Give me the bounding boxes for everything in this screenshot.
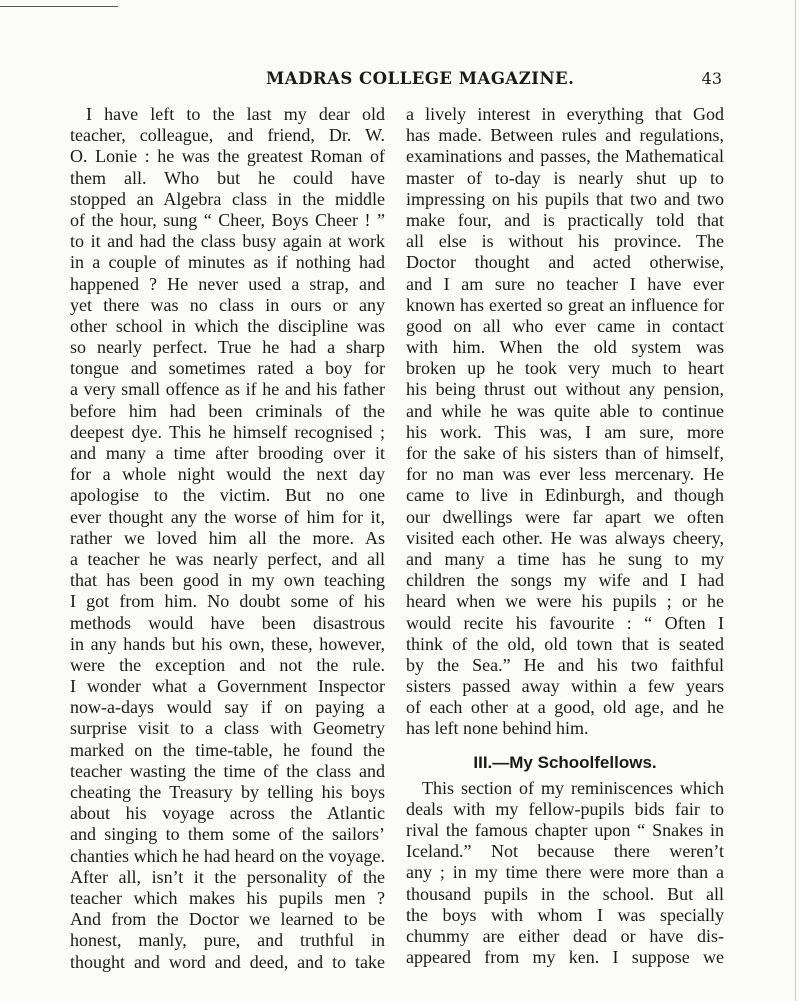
text-line: rival the famous chapter upon “ Snakes in xyxy=(406,820,724,840)
text-line: deepest dye. This he himself recognised ; xyxy=(70,421,385,442)
text-line: about his voyage across the Atlantic xyxy=(70,803,385,824)
text-line: O. Lonie : he was the greatest Roman of xyxy=(70,146,385,167)
text-line: cheating the Treasury by telling his boys xyxy=(70,782,385,802)
text-line: Iceland.” Not because there weren’t xyxy=(406,841,724,862)
page-edge-rule xyxy=(795,0,796,1001)
text-line: honest, manly, pure, and truthful in xyxy=(70,930,385,951)
text-line: appeared from my ken. I suppose we xyxy=(406,947,724,968)
text-line: came to live in Edinburgh, and though xyxy=(406,485,724,506)
text-line: rather we loved him all the more. As xyxy=(70,527,385,548)
text-line: chummy are either dead or have dis- xyxy=(406,925,724,946)
text-line: sisters passed away within a few years xyxy=(406,676,724,697)
text-line: And from the Doctor we learned to be xyxy=(70,909,385,930)
text-line: I got from him. No doubt some of his xyxy=(70,591,385,612)
text-line: This section of my reminiscences which xyxy=(422,777,724,798)
text-line: has left none behind him. xyxy=(406,718,589,739)
text-line: for a whole night would the next day xyxy=(70,464,385,485)
text-line: any ; in my time there were more than a xyxy=(406,862,724,883)
text-line: After all, isn’t it the personality of the xyxy=(70,866,385,887)
text-line: tongue and sometimes rated a boy for xyxy=(70,358,385,379)
text-line: that has been good in my own teaching xyxy=(70,570,385,591)
text-line: all else is without his province. The xyxy=(406,231,724,252)
text-line: teacher, colleague, and friend, Dr. W. xyxy=(70,125,385,146)
text-line: and while he was quite able to continue xyxy=(406,400,724,421)
text-line: I have left to the last my dear old xyxy=(86,104,385,124)
left-column xyxy=(70,104,385,973)
section-heading: III.—My Schoolfellows. xyxy=(473,752,657,772)
text-line: in any hands but his own, these, however, xyxy=(70,633,385,654)
text-line: his work. This was, I am sure, more xyxy=(406,421,724,442)
text-line: broken up he took very much to heart xyxy=(406,358,724,379)
text-line: a very small offence as if he and his father xyxy=(70,379,385,400)
top-edge-rule xyxy=(0,6,118,7)
right-column xyxy=(406,104,724,968)
text-line: teacher wasting the time of the class and xyxy=(70,760,385,781)
text-line: our dwellings were far apart we often xyxy=(406,506,724,527)
text-line: happened ? He never used a strap, and xyxy=(70,273,385,294)
text-line: and many a time after brooding over it xyxy=(70,443,385,463)
text-line: ever thought any the worse of him for it, xyxy=(70,506,385,527)
text-line: of each other at a good, old age, and he xyxy=(406,697,724,718)
text-line: a teacher he was nearly perfect, and all xyxy=(70,548,385,569)
text-line: marked on the time-table, he found the xyxy=(70,739,385,760)
text-line: I wonder what a Government Inspector xyxy=(70,676,385,697)
running-header xyxy=(0,69,800,93)
text-line: thought and word and deed, and to take xyxy=(70,951,385,972)
text-line: good on all who ever came in contact xyxy=(406,315,724,336)
text-line: the boys with whom I was specially xyxy=(406,904,724,925)
text-line: make four, and is practically told that xyxy=(406,209,724,230)
text-line: before him had been criminals of the xyxy=(70,400,385,421)
text-line: master of to-day is nearly shut up to xyxy=(406,167,724,188)
text-line: in a couple of minutes as if nothing had xyxy=(70,252,385,273)
text-line: would recite his favourite : “ Often I xyxy=(406,612,724,633)
text-line: children the songs my wife and I had xyxy=(406,570,724,591)
text-line: for the sake of his sisters than of himself, xyxy=(406,443,724,463)
text-line: of the hour, sung “ Cheer, Boys Cheer ! ” xyxy=(70,209,385,230)
text-line: chanties which he had heard on the voyage. xyxy=(70,845,385,866)
text-line: think of the old, old town that is seated xyxy=(406,633,724,654)
text-line: a lively interest in everything that God xyxy=(406,104,724,124)
running-title: MADRAS COLLEGE MAGAZINE. xyxy=(266,69,575,88)
text-line: were the exception and not the rule. xyxy=(70,654,385,675)
text-line: and singing to them some of the sailors’ xyxy=(70,824,385,845)
text-line: so nearly perfect. True he had a sharp xyxy=(70,337,385,358)
text-line: yet there was no class in ours or any xyxy=(70,294,385,315)
text-line: them all. Who but he could have xyxy=(70,167,385,188)
text-line: Doctor thought and acted otherwise, xyxy=(406,252,724,273)
text-line: now-a-days would say if on paying a xyxy=(70,697,385,718)
text-line: stopped an Algebra class in the middle xyxy=(70,188,385,209)
text-line: apologise to the victim. But no one xyxy=(70,485,385,506)
text-line: and many a time has he sung to my xyxy=(406,548,724,569)
text-line: with him. When the old system was xyxy=(406,337,724,358)
text-line: heard when we were his pupils ; or he xyxy=(406,591,724,612)
text-line: other school in which the discipline was xyxy=(70,315,385,336)
text-line: examinations and passes, the Mathematical xyxy=(406,146,724,167)
page-number: 43 xyxy=(701,69,722,88)
text-line: and I am sure no teacher I have ever xyxy=(406,273,724,294)
text-line: for no man was ever less mercenary. He xyxy=(406,464,724,485)
text-line: by the Sea.” He and his two faithful xyxy=(406,654,724,675)
text-line: known has exerted so great an influence for xyxy=(406,294,724,315)
text-line: impressing on his pupils that two and two xyxy=(406,188,724,209)
text-line: to it and had the class busy again at work xyxy=(70,231,385,252)
text-line: thousand pupils in the school. But all xyxy=(406,883,724,904)
text-line: visited each other. He was always cheery, xyxy=(406,527,724,548)
text-line: methods would have been disastrous xyxy=(70,612,385,633)
text-line: has made. Between rules and regulations, xyxy=(406,125,724,146)
text-line: deals with my fellow-pupils bids fair to xyxy=(406,798,724,819)
text-line: surprise visit to a class with Geometry xyxy=(70,718,385,739)
text-line: his being thrust out without any pension, xyxy=(406,379,724,400)
text-line: teacher which makes his pupils men ? xyxy=(70,887,385,908)
